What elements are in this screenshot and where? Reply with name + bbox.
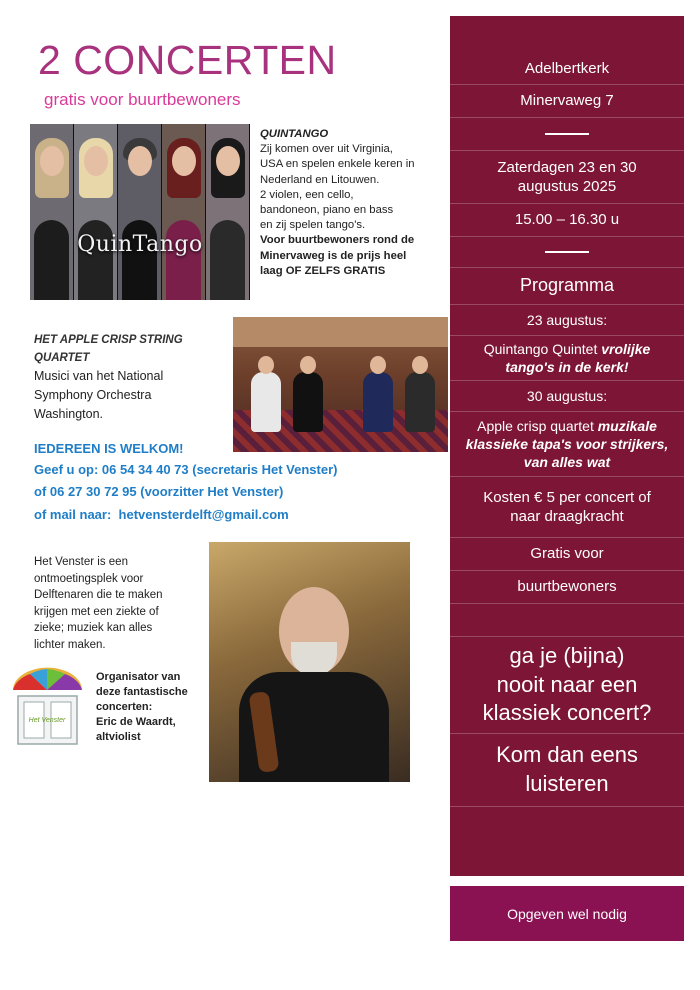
program-heading: Programma xyxy=(519,275,615,296)
text-line: zieke; muziek kan alles xyxy=(34,622,153,634)
text-line: QUARTET xyxy=(34,352,90,364)
day1-label: 23 augustus: xyxy=(526,311,608,328)
quintango-logo: QuinTango xyxy=(77,232,203,257)
slogan-line: luisteren xyxy=(525,771,609,796)
date-line: augustus 2025 xyxy=(517,178,617,195)
slogan-line: ga je (bijna) xyxy=(509,643,625,669)
empty-row xyxy=(450,604,684,637)
divider xyxy=(545,251,589,253)
text-line: Eric de Waardt, xyxy=(96,716,176,728)
day2-label: 30 augustus: xyxy=(526,387,608,404)
apple-heading xyxy=(34,331,209,367)
free-row-1 xyxy=(450,538,684,571)
text-line: deze fantastische xyxy=(96,686,188,698)
event-info-panel xyxy=(450,16,684,876)
text-line: Nederland en Litouwen. xyxy=(260,173,380,186)
contact-phone-chairman[interactable]: of 06 27 30 72 95 (voorzitter Het Venster) xyxy=(34,484,284,499)
text-line: HET APPLE CRISP STRING xyxy=(34,334,183,346)
slogan-row-1 xyxy=(450,637,684,734)
slogan-line: klassiek concert? xyxy=(482,700,652,726)
register-button[interactable]: Opgeven wel nodig xyxy=(450,886,684,941)
contact-phone-secretary[interactable]: Geef u op: 06 54 34 40 73 (secretaris Het Venster) xyxy=(34,462,338,477)
text-line: Washington. xyxy=(34,407,104,421)
text-line: Minervaweg is de prijs heel xyxy=(260,249,407,262)
cost-row xyxy=(450,477,684,538)
text-line: laag OF ZELFS GRATIS xyxy=(260,264,386,277)
text-line: bandoneon, piano en bass xyxy=(260,204,394,217)
organizer-photo xyxy=(209,542,410,782)
venue-name: Adelbertkerk xyxy=(524,60,610,78)
divider-row xyxy=(450,237,684,268)
het-venster-logo xyxy=(10,666,85,748)
text-line: en zij spelen tango's. xyxy=(260,219,366,232)
act-tagline: vrolijke xyxy=(601,340,651,357)
cost-line: naar draagkracht xyxy=(510,508,624,525)
program-heading-row xyxy=(450,268,684,305)
day1-row xyxy=(450,305,684,336)
date-row xyxy=(450,151,684,204)
venue-row xyxy=(450,54,684,85)
musician-portrait xyxy=(206,124,250,300)
day1-act-row xyxy=(450,336,684,381)
time-row xyxy=(450,204,684,237)
organizer-text xyxy=(96,670,206,745)
text-line: 2 violen, een cello, xyxy=(260,188,354,201)
logo-text: Het Venster xyxy=(28,717,66,724)
apple-description xyxy=(34,367,219,424)
act-tagline: muzikale xyxy=(597,417,657,434)
text-line: Organisator van xyxy=(96,671,181,683)
text-line: altviolist xyxy=(96,731,141,743)
text-line: lichter maken. xyxy=(34,638,106,651)
email-label: of mail naar: xyxy=(34,507,112,522)
email-link[interactable]: hetvensterdelft@gmail.com xyxy=(118,507,289,522)
free-line: buurtbewoners xyxy=(517,578,617,596)
act-tagline: tango's in de kerk! xyxy=(505,359,629,375)
quintango-photo xyxy=(30,124,250,300)
text-line: Musici van het National xyxy=(34,369,164,383)
day2-row xyxy=(450,381,684,412)
text-line: Het Venster is een xyxy=(34,556,128,568)
free-line: Gratis voor xyxy=(530,545,604,563)
musician-portrait xyxy=(162,124,206,300)
divider xyxy=(545,133,589,135)
text-line: Voor buurtbewoners rond de xyxy=(260,234,415,247)
event-time: 15.00 – 16.30 u xyxy=(514,211,620,229)
apple-quartet-photo xyxy=(233,317,448,452)
text-line: ontmoetingsplek voor xyxy=(34,572,144,585)
day2-act-row xyxy=(450,412,684,477)
slogan-row-2 xyxy=(450,734,684,807)
venster-description xyxy=(34,554,199,653)
slogan-line: nooit naar een xyxy=(496,671,638,697)
contact-email-line xyxy=(34,507,289,522)
act-name: Apple crisp quartet xyxy=(477,417,594,434)
free-row-2 xyxy=(450,571,684,604)
venue-address: Minervaweg 7 xyxy=(520,92,614,110)
cost-line: Kosten € 5 per concert of xyxy=(483,488,651,506)
text-line: Delftenaren die te maken xyxy=(34,589,163,601)
text-line: Symphony Orchestra xyxy=(34,388,152,402)
welcome-text: IEDEREEN IS WELKOM! xyxy=(34,441,184,456)
musician-portrait xyxy=(74,124,118,300)
musician-portrait xyxy=(30,124,74,300)
act-tagline: van alles wat xyxy=(523,454,611,471)
divider-row xyxy=(450,118,684,151)
quintango-heading: QUINTANGO xyxy=(260,128,329,140)
date-line: Zaterdagen 23 en 30 xyxy=(497,158,637,176)
act-name: Quintango Quintet xyxy=(483,340,598,357)
act-tagline: klassieke tapa's voor strijkers, xyxy=(465,435,669,452)
address-row xyxy=(450,85,684,118)
quintango-description xyxy=(260,127,440,279)
text-line: Zij komen over uit Virginia, xyxy=(260,143,393,156)
text-line: concerten: xyxy=(96,701,153,713)
slogan-line: Kom dan eens xyxy=(496,742,638,768)
page-subtitle: gratis voor buurtbewoners xyxy=(44,90,241,109)
text-line: krijgen met een ziekte of xyxy=(34,605,159,618)
page-title: 2 CONCERTEN xyxy=(38,37,337,83)
musician-portrait xyxy=(118,124,162,300)
text-line: USA en spelen enkele keren in xyxy=(260,158,415,171)
